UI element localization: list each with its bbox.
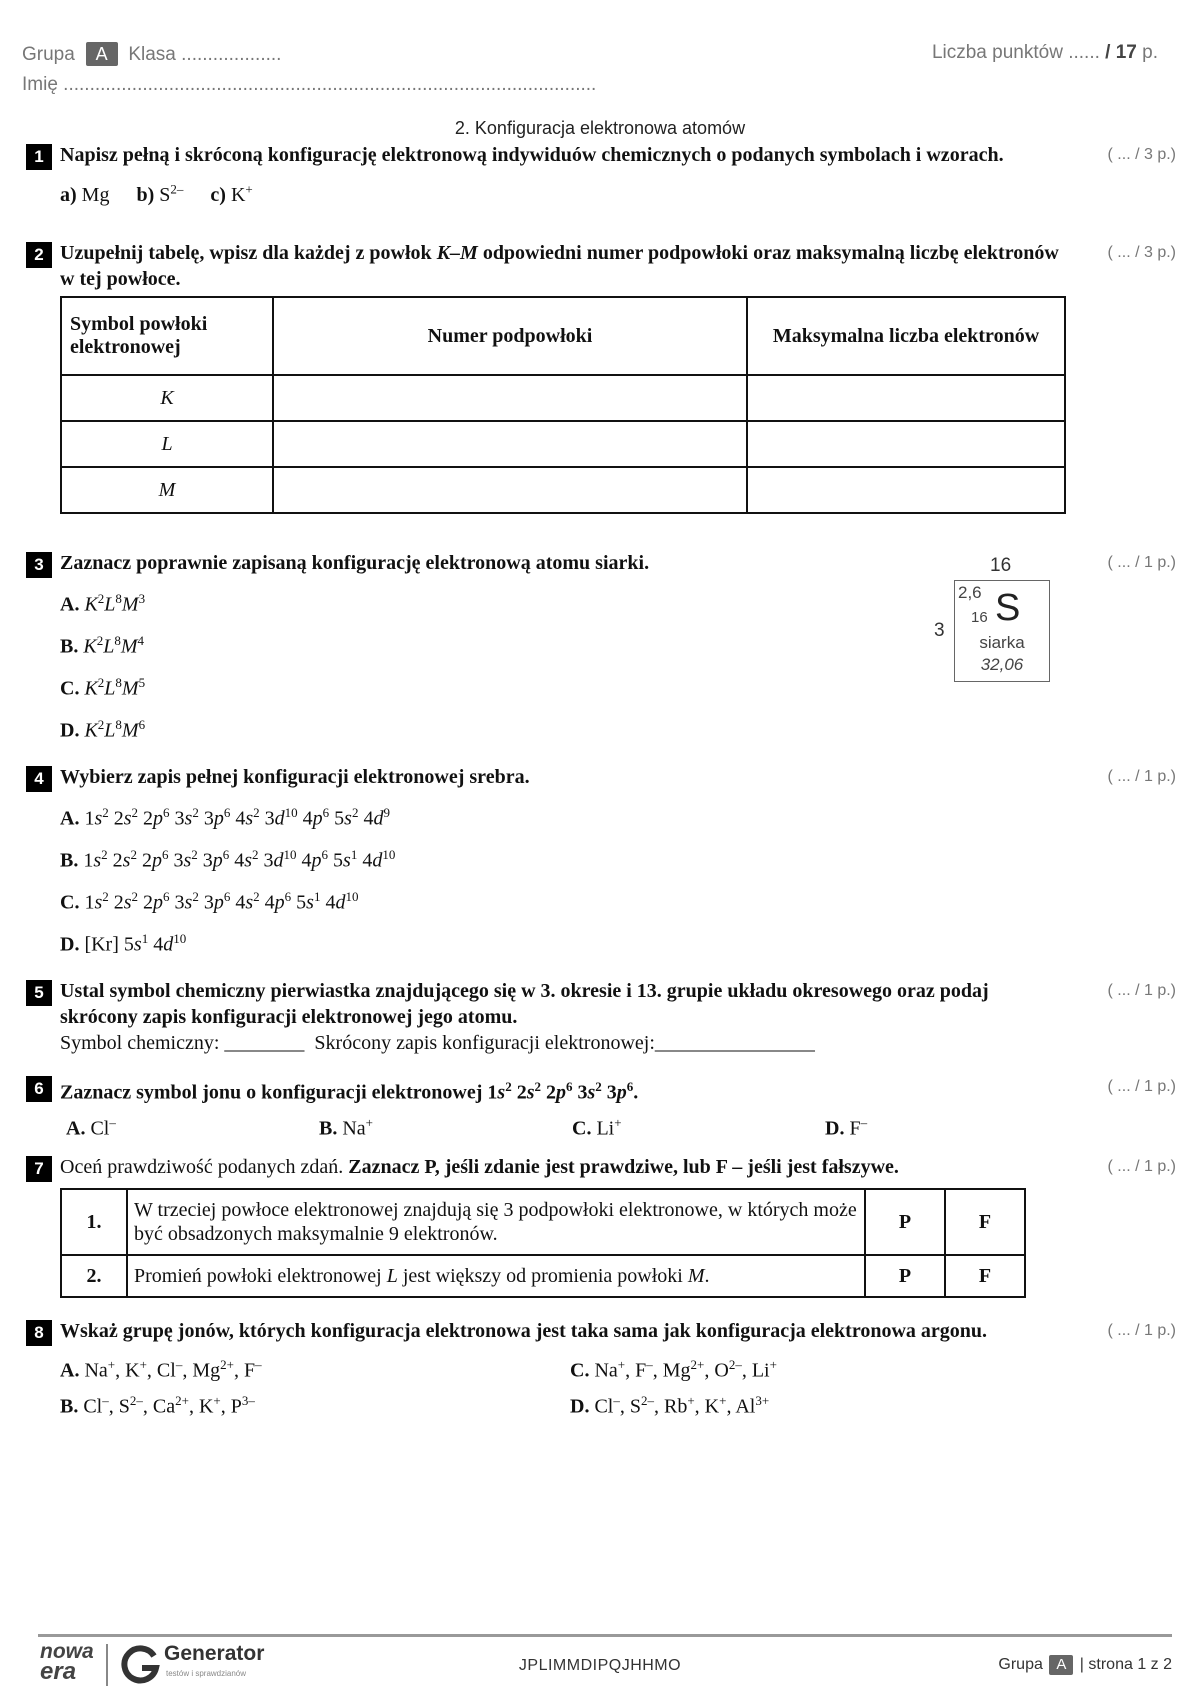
shell-table xyxy=(60,296,1066,514)
task-points: ( ... / 3 p.) xyxy=(1107,244,1176,261)
header-left xyxy=(22,42,281,66)
element-mass: 32,06 xyxy=(980,655,1024,674)
option-d[interactable]: D. F– xyxy=(825,1114,868,1140)
answer-cell[interactable] xyxy=(273,421,747,467)
row-number: 1. xyxy=(61,1189,127,1255)
task-points: ( ... / 1 p.) xyxy=(1107,768,1176,785)
task-number: 8 xyxy=(26,1320,52,1346)
task-1-items xyxy=(60,176,1176,208)
group-badge: A xyxy=(86,42,118,66)
task-number: 4 xyxy=(26,766,52,792)
item-a: a) Mg xyxy=(60,183,110,206)
task-question: Oceń prawdziwość podanych zdań. Zaznacz P, jeśli zdanie jest prawdziwe, lub F – jeśli jest fałszywe. xyxy=(60,1156,899,1178)
task-points: ( ... / 1 p.) xyxy=(1107,982,1176,999)
table-header: Symbol powłoki elektronowej xyxy=(61,297,273,375)
option-a[interactable]: A. Na+, K+, Cl–, $Mg^{2+}$, F– xyxy=(60,1357,262,1382)
true-option[interactable]: P xyxy=(865,1189,945,1255)
task-7 xyxy=(26,1154,1176,1298)
class-field[interactable]: Klasa ................... xyxy=(128,44,282,65)
statement-text: Promień powłoki elektronowej L jest większy od promienia powłoki M. xyxy=(127,1255,865,1297)
points-label: Liczba punktów ...... xyxy=(931,42,1100,63)
task-points: ( ... / 3 p.) xyxy=(1107,146,1176,163)
option-d[interactable]: D. Cl–, $S^{2-}$, Rb+, K+, $Al^{3+}$ xyxy=(570,1393,770,1418)
task-5 xyxy=(26,978,1176,1056)
task-points: ( ... / 1 p.) xyxy=(1107,1158,1176,1175)
task-question: Wskaż grupę jonów, których konfiguracja elektronowa jest taka sama jak konfiguracja elektronowa argonu. xyxy=(60,1320,988,1342)
answer-cell[interactable] xyxy=(747,375,1065,421)
table-cell: L xyxy=(61,421,273,467)
task-question: Uzupełnij tabelę, wpisz dla każdej z powłok K–M odpowiedni numer podpowłoki oraz maksymalną liczbę elektronów w tej powłoce. xyxy=(60,242,1059,290)
item-b: b) $S^{2-}$ xyxy=(136,181,184,206)
option-b[interactable]: B. Cl–, $S^{2-}$, $Ca^{2+}$, K+, $P^{3-}$ xyxy=(60,1393,255,1418)
false-option[interactable]: F xyxy=(945,1189,1025,1255)
option-c[interactable]: C. $K^2L^8M^5$ xyxy=(60,675,146,700)
element-symbol: S xyxy=(995,587,1021,629)
page-number: | strona 1 z 2 xyxy=(1079,1656,1172,1673)
task-number: 6 xyxy=(26,1076,52,1102)
task-points: ( ... / 1 p.) xyxy=(1107,1322,1176,1339)
task-4 xyxy=(26,764,1176,968)
task-number: 7 xyxy=(26,1156,52,1182)
answer-cell[interactable] xyxy=(273,375,747,421)
task-number: 1 xyxy=(26,144,52,170)
symbol-input[interactable]: ________ xyxy=(224,1032,305,1054)
task-number: 3 xyxy=(26,552,52,578)
element-atomic-number: 16 xyxy=(990,555,1012,576)
option-b[interactable]: B. $K^2L^8M^4$ xyxy=(60,633,144,658)
option-c[interactable]: C. $1s^2$ $2s^2$ $2p^6$ $3s^2$ $3p^6$ $4s^2$ $4p^6$ $5s^1$ $4d^{10}$ xyxy=(60,889,359,914)
group-label: Grupa xyxy=(22,44,75,65)
option-b[interactable]: B. Na+ xyxy=(319,1114,374,1140)
option-b[interactable]: B. $1s^2$ $2s^2$ $2p^6$ $3s^2$ $3p^6$ $4s^2$ $3d^{10}$ $4p^6$ $5s^1$ $4d^{10}$ xyxy=(60,847,396,872)
task-question: Napisz pełną i skróconą konfigurację elektronową indywiduów chemicznych o podanych symbolach i wzorach. xyxy=(60,144,1004,166)
task-points: ( ... / 1 p.) xyxy=(1107,554,1176,571)
task-6 xyxy=(26,1074,1176,1140)
row-number: 2. xyxy=(61,1255,127,1297)
answer-cell[interactable] xyxy=(273,467,747,513)
statement-text: W trzeciej powłoce elektronowej znajdują się 3 podpowłoki elektronowe, w których może być obsadzonych maksymalnie 9 elektronów. xyxy=(127,1189,865,1255)
option-c[interactable]: C. Na+, F–, $Mg^{2+}$, $O^{2-}$, Li+ xyxy=(570,1357,777,1382)
document-code: JPLIMMDIPQJHHMO xyxy=(518,1657,682,1674)
task-1 xyxy=(26,142,1176,208)
points-total: / 17 xyxy=(1105,42,1137,63)
element-period: 3 xyxy=(934,620,945,641)
answer-cell[interactable] xyxy=(747,421,1065,467)
task-question: Ustal symbol chemiczny pierwiastka znajdującego się w 3. okresie i 13. grupie układu okresowego oraz podaj skrócony zapis konfiguracji elektronowej jego atomu. xyxy=(60,980,989,1028)
task-8-options xyxy=(26,1352,1176,1422)
task-points: ( ... / 1 p.) xyxy=(1107,1078,1176,1095)
element-tile-sulfur xyxy=(954,580,1050,682)
option-c[interactable]: C. Li+ xyxy=(572,1114,622,1140)
name-field[interactable]: Imię ..................................................................................................... xyxy=(22,74,597,95)
generator-title: Generator xyxy=(164,1642,265,1665)
points-unit: p. xyxy=(1142,42,1158,63)
option-d[interactable]: D. $K^2L^8M^6$ xyxy=(60,717,146,742)
task-6-options xyxy=(66,1110,1176,1140)
false-option[interactable]: F xyxy=(945,1255,1025,1297)
task-number: 2 xyxy=(26,242,52,268)
nowa-era-logo: nowa era xyxy=(40,1640,94,1685)
table-header: Numer podpowłoki xyxy=(273,297,747,375)
task-8 xyxy=(26,1318,1176,1422)
item-c: c) K+ xyxy=(210,181,253,206)
table-cell: M xyxy=(61,467,273,513)
page-title: 2. Konfiguracja elektronowa atomów xyxy=(454,118,746,138)
option-a[interactable]: A. Cl– xyxy=(66,1114,116,1140)
task-question: Zaznacz symbol jonu o konfiguracji elektronowej $1s^2$ $2s^2$ $2p^6$ $3s^2$ $3p^6$. xyxy=(60,1079,639,1104)
task-question: Wybierz zapis pełnej konfiguracji elektronowej srebra. xyxy=(60,766,530,788)
config-input[interactable]: ________________ xyxy=(654,1032,815,1054)
generator-subtitle: testów i sprawdzianów xyxy=(166,1669,247,1678)
table-cell: K xyxy=(61,375,273,421)
points-header xyxy=(932,42,1158,64)
element-name: siarka xyxy=(979,633,1025,652)
task-2 xyxy=(26,240,1176,514)
task-number: 5 xyxy=(26,980,52,1006)
task-5-answer-line: Symbol chemiczny: ________ Skrócony zapis konfiguracji elektronowej:________________ xyxy=(60,1032,815,1054)
true-option[interactable]: P xyxy=(865,1255,945,1297)
element-electronegativity: 2,6 xyxy=(958,583,982,602)
option-a[interactable]: A. $1s^2$ $2s^2$ $2p^6$ $3s^2$ $3p^6$ $4s^2$ $3d^{10}$ $4p^6$ $5s^2$ $4d^9$ xyxy=(60,805,390,830)
footer-page-info: Grupa A | strona 1 z 2 xyxy=(998,1656,1172,1673)
option-d[interactable]: D. [Kr] $5s^1$ $4d^{10}$ xyxy=(60,931,187,956)
task-question: Zaznacz poprawnie zapisaną konfigurację elektronową atomu siarki. xyxy=(60,552,650,574)
element-z: 16 xyxy=(971,609,988,626)
footer-divider xyxy=(38,1634,1172,1637)
table-header: Maksymalna liczba elektronów xyxy=(747,297,1065,375)
option-a[interactable]: A. $K^2L^8M^3$ xyxy=(60,591,146,616)
true-false-table xyxy=(60,1188,1026,1298)
footer-group-badge: A xyxy=(1049,1655,1073,1675)
answer-cell[interactable] xyxy=(747,467,1065,513)
